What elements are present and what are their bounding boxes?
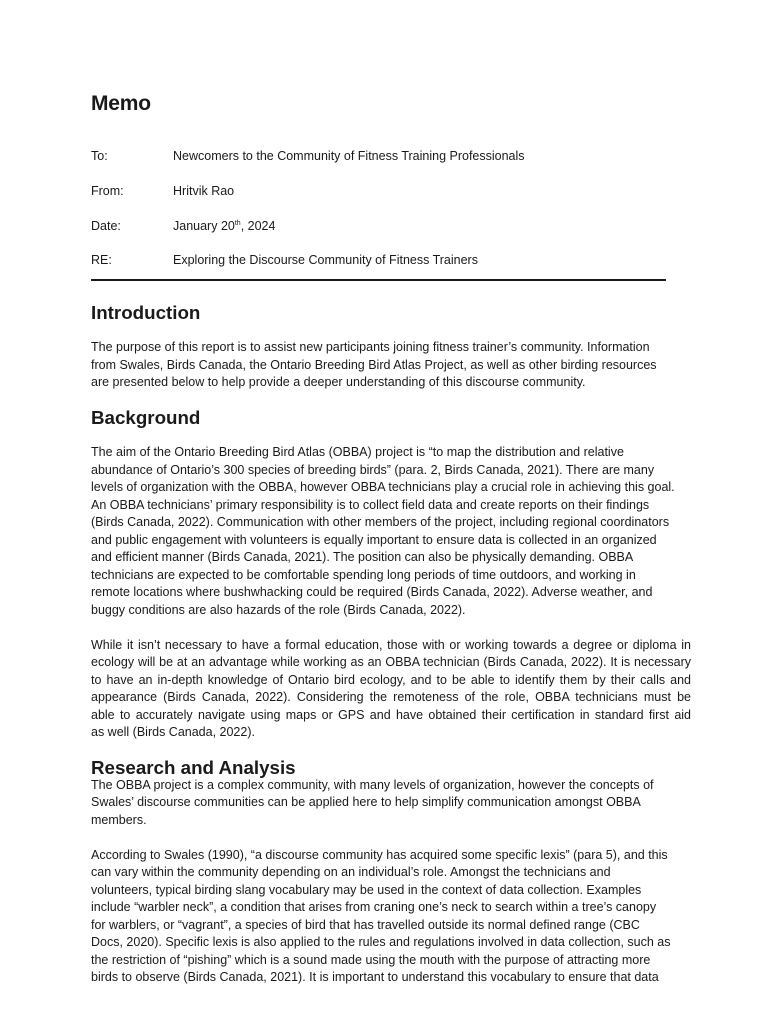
paragraph-line: abundance of Ontario’s 300 species of breeding birds” (para. 2, Birds Canada, 2021). There are many [91, 462, 655, 477]
paragraph-line: (Birds Canada, 2022). Communication with other members of the project, including regional coordinators [91, 515, 670, 529]
research-paragraph-2 [91, 847, 691, 987]
memo-to-value: Newcomers to the Community of Fitness Training Professionals [173, 149, 525, 163]
memo-date-month-day: January 20 [173, 219, 235, 233]
paragraph-line: birds to observe (Birds Canada, 2021). It is important to understand this vocabulary to ensure that data [91, 970, 659, 984]
paragraph-line: levels of organization with the OBBA, however OBBA technicians play a crucial role in achieving this goal. [91, 480, 675, 494]
paragraph-line: and public engagement with volunteers is equally important to ensure data is collected in an organized [91, 532, 657, 547]
paragraph-line: and efficient manner (Birds Canada, 2021). The position can also be physically demanding. OBBA [91, 550, 634, 564]
paragraph-line: are presented below to help provide a deeper understanding of this discourse community. [91, 375, 586, 389]
paragraph-line: to have an in-depth knowledge of Ontario bird ecology, and to be able to identify them by their calls and [91, 672, 691, 687]
paragraph-line: volunteers, typical birding slang vocabulary may be used in the context of data collection. Examples [91, 882, 642, 897]
memo-from-row [91, 183, 691, 199]
paragraph-line: remote locations where bushwhacking could be required (Birds Canada, 2022). Adverse weather, and [91, 585, 653, 599]
memo-re-value: Exploring the Discourse Community of Fitness Trainers [173, 253, 478, 267]
memo-from-label: From: [91, 184, 124, 198]
background-heading: Background [91, 407, 201, 428]
memo-re-label: RE: [91, 253, 112, 267]
paragraph-line: While it isn’t necessary to have a formal education, those with or working towards a degree or diploma in [91, 637, 691, 652]
paragraph-line: as well (Birds Canada, 2022). [91, 725, 255, 739]
header-divider [91, 279, 666, 281]
memo-title: Memo [91, 92, 151, 115]
memo-to-row [91, 148, 691, 164]
memo-date-label: Date: [91, 219, 121, 233]
paragraph-line: appearance (Birds Canada, 2022). Considering the remoteness of the role, OBBA technicians must be [91, 690, 691, 704]
memo-date-year: , 2024 [240, 219, 276, 233]
paragraph-line: technicians are expected to be comfortable spending long periods of time outdoors, and working in [91, 567, 636, 582]
paragraph-line: The aim of the Ontario Breeding Bird Atlas (OBBA) project is “to map the distribution and relative [91, 445, 624, 459]
paragraph-line: According to Swales (1990), “a discourse community has acquired some specific lexis” (para 5), and this [91, 847, 668, 862]
paragraph-line: the restriction of “pishing” which is a sound made using the mouth with the purpose of attracting more [91, 952, 651, 967]
memo-date-value [173, 218, 275, 234]
introduction-paragraph [91, 339, 691, 392]
memo-date-suffix: th [234, 220, 241, 227]
memo-from-value: Hritvik Rao [173, 184, 235, 198]
introduction-heading: Introduction [91, 302, 201, 323]
paragraph-line: ecology will be at an advantage while working as an OBBA technician (Birds Canada, 2022). It is necessary [91, 655, 691, 669]
paragraph-line: The OBBA project is a complex community, with many levels of organization, however the concepts of [91, 777, 654, 792]
paragraph-line: Docs, 2020). Specific lexis is also applied to the rules and regulations involved in data collection, such as [91, 935, 671, 949]
paragraph-line: include “warbler neck”, a condition that arises from craning one’s neck to search within a tree’s canopy [91, 900, 657, 914]
paragraph-line: can vary within the community depending on an individual’s role. Amongst the technicians and [91, 865, 611, 879]
memo-re-row [91, 252, 691, 268]
background-paragraph-2 [91, 637, 691, 742]
background-paragraph-1 [91, 444, 691, 619]
research-heading: Research and Analysis [91, 757, 296, 778]
paragraph-line: The purpose of this report is to assist new participants joining fitness trainer’s community. Information [91, 340, 650, 354]
paragraph-line: Swales’ discourse communities can be applied here to help simplify communication amongst OBBA [91, 795, 641, 809]
memo-body [91, 304, 691, 987]
paragraph-line: An OBBA technicians’ primary responsibility is to collect field data and create reports on their findings [91, 497, 650, 512]
paragraph-line: members. [91, 812, 147, 827]
paragraph-line: for warblers, or “vagrant”, a species of bird that has travelled outside its normal defined range (CBC [91, 917, 640, 932]
research-paragraph-1 [91, 777, 691, 830]
paragraph-line: able to accurately navigate using maps or GPS and have obtained their certification in standard first aid [91, 707, 691, 722]
memo-to-label: To: [91, 149, 108, 163]
memo-date-row [91, 218, 691, 234]
paragraph-line: buggy conditions are also hazards of the role (Birds Canada, 2022). [91, 602, 466, 617]
paragraph-line: from Swales, Birds Canada, the Ontario Breeding Bird Atlas Project, as well as other birding resources [91, 357, 657, 372]
